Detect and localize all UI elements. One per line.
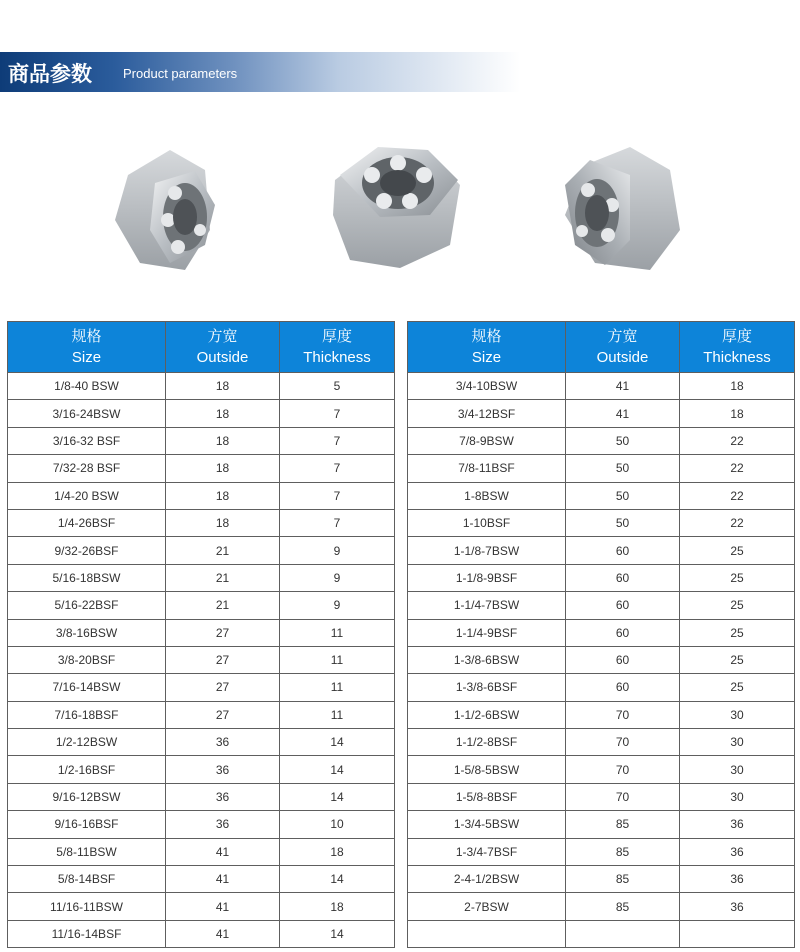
cell-outside: 41 — [566, 373, 680, 400]
cell-outside: 41 — [166, 866, 280, 893]
table-row — [8, 537, 395, 564]
cell-size: 1-3/4-5BSW — [408, 811, 566, 838]
cell-size: 1-1/2-8BSF — [408, 729, 566, 756]
cell-thickness: 9 — [280, 537, 395, 564]
cell-thickness: 22 — [680, 509, 795, 536]
cell-size: 7/16-18BSF — [8, 701, 166, 728]
table-row — [408, 920, 795, 947]
table-row — [8, 701, 395, 728]
cell-size: 1-3/8-6BSW — [408, 646, 566, 673]
cell-size: 1/4-26BSF — [8, 509, 166, 536]
cell-size: 3/16-24BSW — [8, 400, 166, 427]
cell-size: 1/4-20 BSW — [8, 482, 166, 509]
cell-thickness: 25 — [680, 646, 795, 673]
cell-outside: 50 — [566, 482, 680, 509]
cell-size: 3/16-32 BSF — [8, 427, 166, 454]
table-header-row — [8, 322, 395, 373]
cell-outside: 21 — [166, 564, 280, 591]
table-row — [8, 427, 395, 454]
cell-thickness: 9 — [280, 564, 395, 591]
cell-size: 1-8BSW — [408, 482, 566, 509]
cell-outside: 41 — [566, 400, 680, 427]
cell-size: 9/16-12BSW — [8, 783, 166, 810]
cell-thickness: 25 — [680, 592, 795, 619]
table-row — [408, 701, 795, 728]
cell-thickness: 9 — [280, 592, 395, 619]
cell-thickness: 14 — [280, 756, 395, 783]
cell-outside: 41 — [166, 920, 280, 947]
cell-outside: 41 — [166, 838, 280, 865]
cell-thickness: 22 — [680, 482, 795, 509]
cell-thickness: 22 — [680, 427, 795, 454]
table-row — [408, 783, 795, 810]
cell-outside: 27 — [166, 674, 280, 701]
table-row — [8, 482, 395, 509]
cell-size: 1-1/8-9BSF — [408, 564, 566, 591]
table-row — [408, 811, 795, 838]
table-row — [408, 455, 795, 482]
table-row — [408, 537, 795, 564]
spec-table-right — [407, 321, 795, 948]
banner-title-cn: 商品参数 — [8, 62, 92, 86]
cell-size: 7/8-11BSF — [408, 455, 566, 482]
cell-thickness: 36 — [680, 811, 795, 838]
table-row — [8, 592, 395, 619]
cell-outside: 70 — [566, 729, 680, 756]
cell-outside: 18 — [166, 373, 280, 400]
cell-size: 5/16-18BSW — [8, 564, 166, 591]
table-row — [8, 893, 395, 920]
cell-thickness: 11 — [280, 646, 395, 673]
cell-size: 9/16-16BSF — [8, 811, 166, 838]
cell-thickness: 36 — [680, 866, 795, 893]
cell-size: 1-1/8-7BSW — [408, 537, 566, 564]
cell-thickness: 22 — [680, 455, 795, 482]
header-outside: 方宽 Outside — [166, 322, 280, 373]
table-row — [408, 564, 795, 591]
hex-die-nut-left — [115, 150, 215, 270]
cell-thickness: 30 — [680, 729, 795, 756]
table-row — [408, 619, 795, 646]
cell-outside: 27 — [166, 646, 280, 673]
cell-outside: 50 — [566, 427, 680, 454]
cell-outside: 60 — [566, 619, 680, 646]
table-row — [8, 455, 395, 482]
cell-outside: 18 — [166, 400, 280, 427]
table-row — [408, 729, 795, 756]
cell-size: 1-1/2-6BSW — [408, 701, 566, 728]
cell-thickness: 11 — [280, 701, 395, 728]
cell-size: 1/8-40 BSW — [8, 373, 166, 400]
cell-outside: 60 — [566, 674, 680, 701]
cell-thickness: 30 — [680, 756, 795, 783]
table-row — [8, 373, 395, 400]
cell-outside: 85 — [566, 893, 680, 920]
cell-thickness: 7 — [280, 482, 395, 509]
cell-size: 3/4-12BSF — [408, 400, 566, 427]
cell-size: 1-5/8-5BSW — [408, 756, 566, 783]
cell-size: 5/8-14BSF — [8, 866, 166, 893]
table-row — [408, 866, 795, 893]
cell-outside: 18 — [166, 455, 280, 482]
table-row — [8, 509, 395, 536]
table-row — [408, 427, 795, 454]
cell-outside: 70 — [566, 701, 680, 728]
cell-thickness: 36 — [680, 838, 795, 865]
cell-thickness: 11 — [280, 619, 395, 646]
spec-table-left — [7, 321, 395, 948]
table-row — [8, 619, 395, 646]
cell-outside: 21 — [166, 592, 280, 619]
cell-size: 3/4-10BSW — [408, 373, 566, 400]
cell-thickness: 14 — [280, 783, 395, 810]
cell-thickness: 25 — [680, 564, 795, 591]
cell-thickness: 18 — [280, 838, 395, 865]
cell-outside: 50 — [566, 455, 680, 482]
cell-size: 1/2-12BSW — [8, 729, 166, 756]
cell-size: 9/32-26BSF — [8, 537, 166, 564]
cell-outside: 41 — [166, 893, 280, 920]
cell-size: 7/16-14BSW — [8, 674, 166, 701]
cell-thickness: 25 — [680, 674, 795, 701]
cell-thickness: 7 — [280, 427, 395, 454]
product-photos — [0, 135, 800, 285]
cell-outside: 18 — [166, 482, 280, 509]
cell-thickness: 7 — [280, 455, 395, 482]
table-row — [408, 674, 795, 701]
header-size: 规格 Size — [8, 322, 166, 373]
cell-size: 1-3/8-6BSF — [408, 674, 566, 701]
hex-die-nut-right — [565, 147, 680, 270]
cell-thickness: 5 — [280, 373, 395, 400]
cell-thickness: 11 — [280, 674, 395, 701]
cell-outside: 18 — [166, 509, 280, 536]
cell-outside: 27 — [166, 701, 280, 728]
cell-outside: 70 — [566, 783, 680, 810]
cell-thickness: 18 — [680, 400, 795, 427]
cell-thickness: 7 — [280, 509, 395, 536]
cell-outside: 85 — [566, 811, 680, 838]
table-row — [408, 756, 795, 783]
header-outside: 方宽 Outside — [566, 322, 680, 373]
cell-outside: 21 — [166, 537, 280, 564]
cell-outside: 60 — [566, 592, 680, 619]
cell-outside: 50 — [566, 509, 680, 536]
cell-size: 2-7BSW — [408, 893, 566, 920]
cell-outside: 27 — [166, 619, 280, 646]
cell-size: 1-5/8-8BSF — [408, 783, 566, 810]
cell-outside: 36 — [166, 729, 280, 756]
table-row — [408, 509, 795, 536]
cell-thickness: 30 — [680, 783, 795, 810]
cell-size: 5/8-11BSW — [8, 838, 166, 865]
cell-size: 2-4-1/2BSW — [408, 866, 566, 893]
cell-size: 1-3/4-7BSF — [408, 838, 566, 865]
header-thickness: 厚度 Thickness — [680, 322, 795, 373]
cell-outside: 85 — [566, 838, 680, 865]
table-row — [408, 646, 795, 673]
cell-thickness: 14 — [280, 729, 395, 756]
cell-outside: 18 — [166, 427, 280, 454]
banner-title-en: Product parameters — [123, 66, 238, 81]
cell-thickness: 18 — [680, 373, 795, 400]
table-row — [8, 756, 395, 783]
table-row — [8, 811, 395, 838]
table-header-row — [408, 322, 795, 373]
table-row — [8, 400, 395, 427]
table-row — [408, 893, 795, 920]
cell-thickness: 14 — [280, 866, 395, 893]
cell-size: 11/16-11BSW — [8, 893, 166, 920]
cell-outside: 60 — [566, 564, 680, 591]
hex-die-nut-center — [333, 147, 460, 268]
cell-size: 7/32-28 BSF — [8, 455, 166, 482]
cell-outside — [566, 920, 680, 947]
cell-outside: 60 — [566, 646, 680, 673]
table-row — [8, 783, 395, 810]
cell-outside: 36 — [166, 783, 280, 810]
cell-thickness: 30 — [680, 701, 795, 728]
cell-size: 3/8-16BSW — [8, 619, 166, 646]
table-row — [408, 838, 795, 865]
cell-size: 1/2-16BSF — [8, 756, 166, 783]
cell-thickness: 36 — [680, 893, 795, 920]
cell-outside: 36 — [166, 756, 280, 783]
cell-size: 1-1/4-9BSF — [408, 619, 566, 646]
cell-thickness — [680, 920, 795, 947]
table-row — [8, 646, 395, 673]
cell-thickness: 25 — [680, 619, 795, 646]
table-row — [408, 400, 795, 427]
cell-size: 5/16-22BSF — [8, 592, 166, 619]
cell-size: 3/8-20BSF — [8, 646, 166, 673]
table-row — [8, 838, 395, 865]
cell-size: 1-10BSF — [408, 509, 566, 536]
table-row — [8, 564, 395, 591]
table-row — [8, 920, 395, 947]
cell-thickness: 10 — [280, 811, 395, 838]
cell-thickness: 25 — [680, 537, 795, 564]
table-row — [408, 592, 795, 619]
table-row — [8, 729, 395, 756]
cell-outside: 36 — [166, 811, 280, 838]
cell-outside: 70 — [566, 756, 680, 783]
table-row — [408, 373, 795, 400]
cell-size: 7/8-9BSW — [408, 427, 566, 454]
cell-size: 11/16-14BSF — [8, 920, 166, 947]
cell-size — [408, 920, 566, 947]
cell-size: 1-1/4-7BSW — [408, 592, 566, 619]
cell-outside: 60 — [566, 537, 680, 564]
table-row — [8, 674, 395, 701]
cell-outside: 85 — [566, 866, 680, 893]
table-row — [8, 866, 395, 893]
cell-thickness: 18 — [280, 893, 395, 920]
section-banner — [0, 52, 520, 92]
header-size: 规格 Size — [408, 322, 566, 373]
header-thickness: 厚度 Thickness — [280, 322, 395, 373]
cell-thickness: 14 — [280, 920, 395, 947]
cell-thickness: 7 — [280, 400, 395, 427]
table-row — [408, 482, 795, 509]
